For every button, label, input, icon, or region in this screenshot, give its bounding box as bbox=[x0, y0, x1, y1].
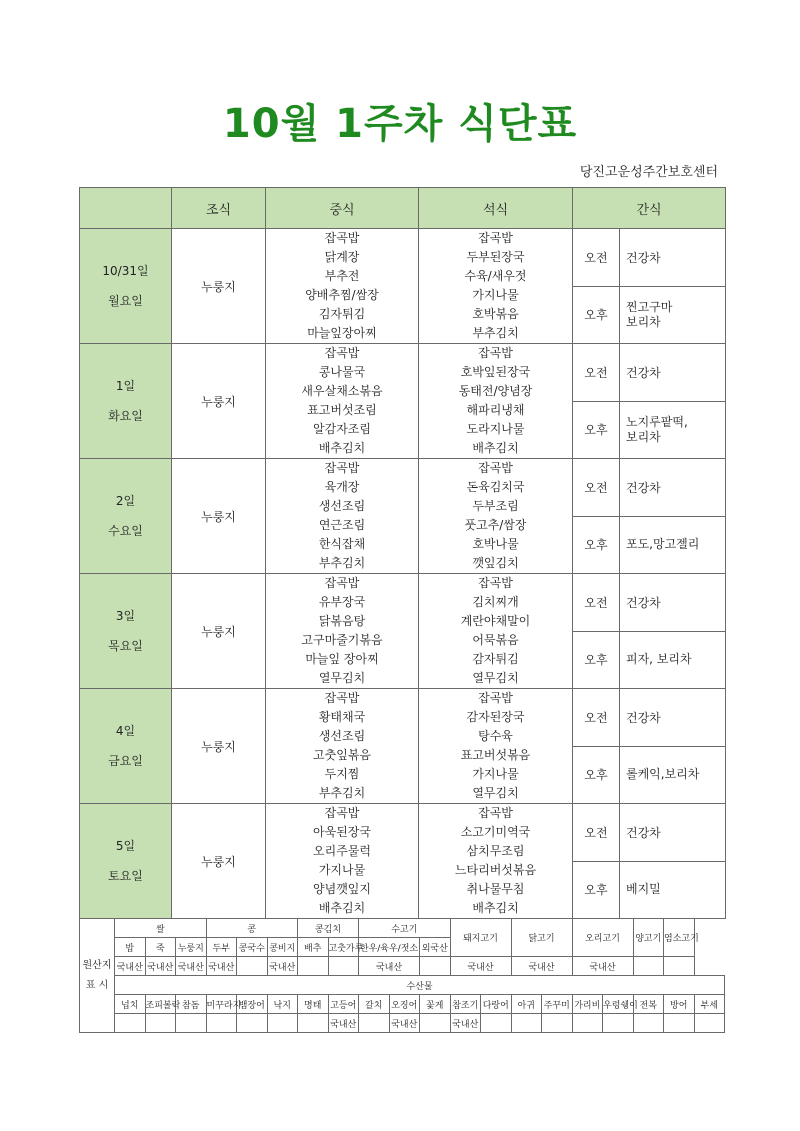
lunch-item: 배추김치 bbox=[318, 441, 366, 455]
dinner-cell bbox=[419, 689, 573, 804]
lunch-item: 양념깻잎지 bbox=[313, 882, 371, 896]
dinner-item: 취나물무침 bbox=[466, 882, 525, 896]
origin-sub: 콩국수 bbox=[237, 938, 268, 957]
lunch-item: 유부장국 bbox=[318, 595, 366, 609]
day-date: 4일 bbox=[115, 724, 136, 738]
origin-val: 국내산 bbox=[176, 957, 207, 976]
dinner-item: 동태전/양념장 bbox=[458, 384, 533, 398]
snack-time: 오후 bbox=[573, 286, 620, 344]
lunch-item: 부추김치 bbox=[318, 786, 366, 800]
breakfast-cell: 누룽지 bbox=[172, 344, 266, 459]
snack-time: 오전 bbox=[573, 574, 620, 632]
seafood-val bbox=[633, 1014, 664, 1033]
seafood-val bbox=[115, 1014, 146, 1033]
breakfast-cell: 누룽지 bbox=[172, 459, 266, 574]
snack-time: 오후 bbox=[573, 516, 620, 574]
dinner-item: 삼치무조림 bbox=[466, 844, 525, 858]
lunch-item: 아욱된장국 bbox=[313, 825, 371, 839]
origin-val: 국내산 bbox=[572, 957, 633, 976]
dinner-item: 배추김치 bbox=[472, 441, 519, 455]
dinner-cell bbox=[419, 804, 573, 919]
dinner-item: 열무김치 bbox=[472, 671, 519, 685]
lunch-item: 부추김치 bbox=[318, 556, 366, 570]
dinner-item: 수육/새우젓 bbox=[464, 269, 527, 283]
dinner-item: 부추김치 bbox=[472, 326, 519, 340]
day-weekday: 월요일 bbox=[108, 294, 143, 308]
breakfast-cell: 누룽지 bbox=[172, 574, 266, 689]
dinner-cell bbox=[419, 574, 573, 689]
day-date: 1일 bbox=[115, 379, 136, 393]
menu-day-row bbox=[80, 344, 726, 402]
seafood-val bbox=[298, 1014, 329, 1033]
day-cell bbox=[80, 459, 172, 574]
dinner-item: 탕수육 bbox=[478, 729, 513, 743]
seafood-sub: 조피볼락 bbox=[145, 995, 176, 1014]
origin-group: 양고기 bbox=[633, 919, 664, 957]
origin-row bbox=[80, 976, 725, 995]
lunch-item: 김자튀김 bbox=[318, 307, 366, 321]
day-date: 5일 bbox=[115, 839, 136, 853]
day-cell bbox=[80, 804, 172, 919]
seafood-val bbox=[267, 1014, 298, 1033]
lunch-item: 닭볶음탕 bbox=[318, 614, 366, 628]
menu-table bbox=[79, 187, 726, 919]
origin-sub: 누룽지 bbox=[176, 938, 207, 957]
seafood-sub: 뱀장어 bbox=[237, 995, 268, 1014]
origin-group: 수고기 bbox=[359, 919, 451, 938]
dinner-item: 소고기미역국 bbox=[460, 825, 531, 839]
snack-item: 피자, 보리차 bbox=[620, 631, 726, 689]
snack-item: 찐고구마 보리차 bbox=[620, 286, 726, 344]
origin-group: 콩김치 bbox=[298, 919, 359, 938]
origin-val bbox=[633, 957, 664, 976]
dinner-item: 가지나물 bbox=[472, 288, 519, 302]
origin-val: 국내산 bbox=[145, 957, 176, 976]
snack-time: 오후 bbox=[573, 746, 620, 804]
page-title: 10월 1주차 식단표 bbox=[222, 101, 578, 147]
dinner-item: 잡곡밥 bbox=[478, 806, 513, 820]
dinner-cell bbox=[419, 459, 573, 574]
lunch-item: 부추전 bbox=[324, 269, 360, 283]
menu-day-row bbox=[80, 459, 726, 517]
seafood-sub: 가리비 bbox=[572, 995, 603, 1014]
lunch-item: 육개장 bbox=[324, 480, 360, 494]
seafood-sub: 부세 bbox=[694, 995, 725, 1014]
dinner-item: 호박잎된장국 bbox=[460, 365, 531, 379]
snack-item: 건강차 bbox=[620, 344, 726, 402]
dinner-item: 열무김치 bbox=[472, 786, 519, 800]
dinner-item: 잡곡밥 bbox=[478, 576, 513, 590]
dinner-item: 잡곡밥 bbox=[478, 691, 513, 705]
seafood-val bbox=[664, 1014, 695, 1033]
origin-group: 콩 bbox=[206, 919, 298, 938]
lunch-item: 잡곡밥 bbox=[324, 346, 360, 360]
seafood-sub: 주꾸미 bbox=[542, 995, 573, 1014]
dinner-item: 표고버섯볶음 bbox=[460, 748, 531, 762]
snack-item: 노지루팥떡, 보리차 bbox=[620, 401, 726, 459]
seafood-sub: 전복 bbox=[633, 995, 664, 1014]
seafood-val bbox=[603, 1014, 634, 1033]
origin-val bbox=[237, 957, 268, 976]
day-weekday: 토요일 bbox=[108, 869, 143, 883]
snack-item: 롤케익,보리차 bbox=[620, 746, 726, 804]
header-dinner: 석식 bbox=[419, 188, 573, 229]
day-date: 3일 bbox=[115, 609, 136, 623]
day-weekday: 목요일 bbox=[108, 639, 143, 653]
lunch-cell bbox=[266, 574, 419, 689]
seafood-sub: 참돔 bbox=[176, 995, 207, 1014]
seafood-val: 국내산 bbox=[450, 1014, 481, 1033]
lunch-item: 양배추찜/쌈장 bbox=[305, 288, 379, 302]
snack-item: 건강차 bbox=[620, 689, 726, 747]
lunch-item: 잡곡밥 bbox=[324, 806, 360, 820]
lunch-item: 잡곡밥 bbox=[324, 461, 360, 475]
lunch-item: 배추김치 bbox=[318, 901, 366, 915]
dinner-item: 어묵볶음 bbox=[472, 633, 519, 647]
origin-group: 오리고기 bbox=[572, 919, 633, 957]
day-weekday: 금요일 bbox=[108, 754, 143, 768]
origin-table bbox=[79, 918, 725, 1033]
origin-row bbox=[80, 919, 725, 938]
snack-item: 포도,망고젤리 bbox=[620, 516, 726, 574]
seafood-val bbox=[176, 1014, 207, 1033]
lunch-item: 생선조림 bbox=[318, 729, 366, 743]
snack-time: 오전 bbox=[573, 229, 620, 287]
snack-item: 건강차 bbox=[620, 459, 726, 517]
seafood-sub: 오징어 bbox=[389, 995, 420, 1014]
seafood-sub: 갈치 bbox=[359, 995, 390, 1014]
lunch-item: 가지나물 bbox=[318, 863, 366, 877]
organization-name: 당진고운성주간보호센터 bbox=[579, 165, 718, 180]
origin-sub: 콩비지 bbox=[267, 938, 298, 957]
origin-row bbox=[80, 995, 725, 1014]
seafood-sub: 우렁쉥이 bbox=[603, 995, 634, 1014]
lunch-cell bbox=[266, 229, 419, 344]
snack-time: 오전 bbox=[573, 804, 620, 862]
origin-group: 닭고기 bbox=[511, 919, 572, 957]
snack-time: 오전 bbox=[573, 344, 620, 402]
seafood-val bbox=[420, 1014, 451, 1033]
snack-item: 건강차 bbox=[620, 574, 726, 632]
origin-group: 염소고기 bbox=[664, 919, 695, 957]
dinner-item: 잡곡밥 bbox=[478, 231, 513, 245]
dinner-item: 돈육김치국 bbox=[466, 480, 525, 494]
snack-time: 오후 bbox=[573, 631, 620, 689]
seafood-sub: 고등어 bbox=[328, 995, 359, 1014]
origin-val bbox=[420, 957, 451, 976]
dinner-item: 감자된장국 bbox=[466, 710, 525, 724]
seafood-val bbox=[206, 1014, 237, 1033]
lunch-cell bbox=[266, 344, 419, 459]
dinner-item: 계란야채말이 bbox=[460, 614, 531, 628]
menu-day-row bbox=[80, 804, 726, 862]
dinner-item: 두부된장국 bbox=[466, 250, 525, 264]
header-snack: 간식 bbox=[573, 188, 726, 229]
seafood-val bbox=[572, 1014, 603, 1033]
seafood-val bbox=[359, 1014, 390, 1033]
origin-group: 쌀 bbox=[115, 919, 207, 938]
lunch-cell bbox=[266, 689, 419, 804]
header-breakfast: 조식 bbox=[172, 188, 266, 229]
dinner-item: 도라지나물 bbox=[466, 422, 525, 436]
lunch-item: 잡곡밥 bbox=[324, 691, 360, 705]
lunch-item: 표고버섯조림 bbox=[307, 403, 377, 417]
snack-time: 오후 bbox=[573, 861, 620, 919]
seafood-val bbox=[481, 1014, 512, 1033]
lunch-cell bbox=[266, 459, 419, 574]
origin-sub: 배추 bbox=[298, 938, 329, 957]
origin-sub: 한우/육우/젓소 bbox=[359, 938, 420, 957]
origin-val: 국내산 bbox=[359, 957, 420, 976]
snack-time: 오전 bbox=[573, 459, 620, 517]
seafood-sub: 꽃게 bbox=[420, 995, 451, 1014]
origin-sub: 두부 bbox=[206, 938, 237, 957]
origin-val: 국내산 bbox=[450, 957, 511, 976]
lunch-item: 알감자조림 bbox=[313, 422, 371, 436]
dinner-cell bbox=[419, 229, 573, 344]
lunch-item: 닭계장 bbox=[324, 250, 360, 264]
dinner-item: 깻잎김치 bbox=[472, 556, 519, 570]
dinner-item: 풋고추/쌈장 bbox=[464, 518, 527, 532]
origin-sub: 외국산 bbox=[420, 938, 451, 957]
breakfast-cell: 누룽지 bbox=[172, 229, 266, 344]
lunch-item: 잡곡밥 bbox=[324, 231, 360, 245]
origin-val bbox=[328, 957, 359, 976]
origin-val bbox=[664, 957, 695, 976]
seafood-sub: 명태 bbox=[298, 995, 329, 1014]
lunch-item: 고구마줄기볶음 bbox=[301, 633, 383, 647]
day-cell bbox=[80, 344, 172, 459]
seafood-sub: 낙지 bbox=[267, 995, 298, 1014]
origin-val: 국내산 bbox=[267, 957, 298, 976]
dinner-item: 해파리냉채 bbox=[466, 403, 525, 417]
day-cell bbox=[80, 689, 172, 804]
dinner-item: 배추김치 bbox=[472, 901, 519, 915]
menu-day-row bbox=[80, 689, 726, 747]
menu-day-row bbox=[80, 574, 726, 632]
snack-time: 오전 bbox=[573, 689, 620, 747]
lunch-item: 콩나물국 bbox=[318, 365, 366, 379]
seafood-val bbox=[237, 1014, 268, 1033]
seafood-sub: 아귀 bbox=[511, 995, 542, 1014]
seafood-val bbox=[511, 1014, 542, 1033]
breakfast-cell: 누룽지 bbox=[172, 689, 266, 804]
origin-row bbox=[80, 1014, 725, 1033]
snack-item: 건강차 bbox=[620, 804, 726, 862]
dinner-item: 감자튀김 bbox=[472, 652, 519, 666]
origin-sub: 밥 bbox=[115, 938, 146, 957]
dinner-item: 김치찌개 bbox=[472, 595, 519, 609]
dinner-item: 두부조림 bbox=[472, 499, 519, 513]
lunch-item: 생선조림 bbox=[318, 499, 366, 513]
seafood-sub: 참조기 bbox=[450, 995, 481, 1014]
day-cell bbox=[80, 229, 172, 344]
dinner-item: 호박나물 bbox=[472, 537, 519, 551]
breakfast-cell: 누룽지 bbox=[172, 804, 266, 919]
dinner-item: 잡곡밥 bbox=[478, 346, 513, 360]
origin-label: 원산지 표 시 bbox=[80, 919, 115, 1033]
lunch-item: 새우살채소볶음 bbox=[301, 384, 383, 398]
snack-time: 오후 bbox=[573, 401, 620, 459]
dinner-item: 느타리버섯볶음 bbox=[454, 863, 537, 877]
seafood-val bbox=[145, 1014, 176, 1033]
seafood-sub: 미꾸라지 bbox=[206, 995, 237, 1014]
day-weekday: 수요일 bbox=[108, 524, 143, 538]
day-date: 2일 bbox=[115, 494, 136, 508]
lunch-item: 마늘잎장아찌 bbox=[307, 326, 377, 340]
lunch-item: 연근조림 bbox=[318, 518, 366, 532]
seafood-val bbox=[542, 1014, 573, 1033]
origin-val: 국내산 bbox=[511, 957, 572, 976]
seafood-sub: 방어 bbox=[664, 995, 695, 1014]
dinner-item: 가지나물 bbox=[472, 767, 519, 781]
snack-item: 베지밀 bbox=[620, 861, 726, 919]
origin-val bbox=[298, 957, 329, 976]
lunch-item: 마늘잎 장아찌 bbox=[305, 652, 379, 666]
day-date: 10/31일 bbox=[102, 264, 149, 278]
header-blank bbox=[80, 188, 172, 229]
lunch-cell bbox=[266, 804, 419, 919]
lunch-item: 오리주물럭 bbox=[313, 844, 371, 858]
seafood-val: 국내산 bbox=[328, 1014, 359, 1033]
origin-group: 돼지고기 bbox=[450, 919, 511, 957]
day-cell bbox=[80, 574, 172, 689]
seafood-label: 수산물 bbox=[115, 976, 725, 995]
snack-item: 건강차 bbox=[620, 229, 726, 287]
day-weekday: 화요일 bbox=[108, 409, 143, 423]
dinner-cell bbox=[419, 344, 573, 459]
origin-row bbox=[80, 957, 725, 976]
dinner-item: 호박볶음 bbox=[472, 307, 519, 321]
menu-header-row bbox=[80, 188, 726, 229]
origin-val: 국내산 bbox=[206, 957, 237, 976]
origin-sub: 고춧가루 bbox=[328, 938, 359, 957]
lunch-item: 두지찜 bbox=[324, 767, 360, 781]
seafood-sub: 다랑어 bbox=[481, 995, 512, 1014]
seafood-sub: 넙치 bbox=[115, 995, 146, 1014]
lunch-item: 잡곡밥 bbox=[324, 576, 360, 590]
menu-day-row bbox=[80, 229, 726, 287]
dinner-item: 잡곡밥 bbox=[478, 461, 513, 475]
lunch-item: 열무김치 bbox=[318, 671, 366, 685]
lunch-item: 한식잡채 bbox=[318, 537, 366, 551]
origin-sub: 죽 bbox=[145, 938, 176, 957]
lunch-item: 황태채국 bbox=[318, 710, 366, 724]
origin-val: 국내산 bbox=[115, 957, 146, 976]
header-lunch: 중식 bbox=[266, 188, 419, 229]
seafood-val: 국내산 bbox=[389, 1014, 420, 1033]
seafood-val bbox=[694, 1014, 725, 1033]
lunch-item: 고춧잎볶음 bbox=[313, 748, 371, 762]
